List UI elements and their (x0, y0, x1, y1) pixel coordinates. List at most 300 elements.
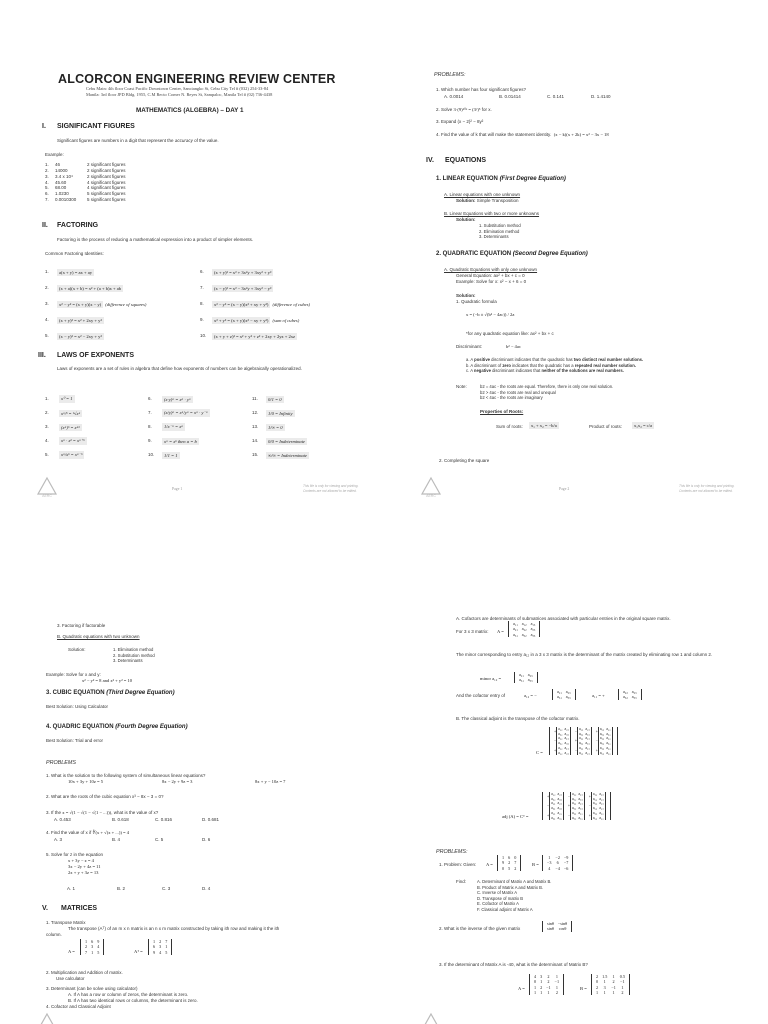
matrix-cell: a₁₂ (558, 745, 563, 750)
section-number: IV. (426, 157, 434, 164)
quadratic-formula-label: 1. Quadratic formula (456, 299, 497, 304)
aerc-logo-icon (420, 1012, 442, 1024)
example-equations: x² − y² = 8 and x² + y² = 10 (82, 678, 133, 683)
exponent-law-row (148, 392, 210, 406)
identity-formula: (x + a)(x + b) = x² + (a + b)x + ab (59, 285, 122, 291)
matrix-cell: a₃₃ (631, 694, 637, 700)
matrix-cell: a₃₁ (572, 806, 577, 811)
cofactor-entry (594, 736, 615, 745)
matrix-cell: 0 (596, 979, 599, 985)
matrix-cell: 9 (153, 949, 156, 955)
page-number: Page 2 (559, 487, 570, 491)
cofactor-matrix-c-label: C = (536, 750, 543, 755)
matrix-cell: 4 (548, 865, 551, 871)
cofactor-matrix-c-grid (549, 727, 618, 755)
law-formula: 0/0 = Indeterminate (268, 438, 306, 444)
matrix-label-a: A = (486, 862, 493, 867)
problem-1: 1. What is the solution to the following system of simultaneous linear equations? (46, 773, 206, 778)
problem-3: 3. Expand (x − 2)² − 8y² (436, 119, 484, 124)
cofactor-sign: − (588, 804, 591, 809)
problem-1-matrix-a-grid (497, 855, 521, 871)
problem-2: 2. Solve 3·(9)¹⁰ˣ = (3ʸ)⁵ for x. (436, 107, 492, 112)
matrix-cell: −3 (547, 860, 552, 866)
address-manila: Manila: 3rd floor JPD Bldg. 1955, C.M Recto Corner N. Reyes St, Sampaloc, Manila Tel # (02) 736-4438 (86, 92, 273, 97)
problem-5-choice-c: C. 3 (162, 886, 171, 891)
matrix-cell: 2 (547, 974, 550, 979)
cofactor-entry (573, 746, 594, 755)
identity-row (200, 264, 310, 280)
matrix-cell: a₃₃ (578, 806, 583, 811)
matrix-cell: a₂₁ (557, 689, 562, 694)
identity-formula: (x + y)³ = x³ + 3x²y + 3xy² + y³ (214, 269, 272, 275)
problem-2-matrix (542, 921, 572, 932)
notes-list: b2 = 4ac - the roots are equal. Therefore, there is only one real solution. b2 > 4ac - the roots are real and unequal b2 < 4ac - the roots are imaginary (480, 384, 614, 401)
matrix-cell: 2 (514, 865, 517, 871)
exponent-law-row (45, 448, 87, 462)
note-label: Note: (456, 384, 467, 389)
matrix-cell: 1 (555, 974, 558, 979)
example-significant-figures: 2 significant figures (87, 162, 126, 167)
matrix-a (80, 939, 104, 955)
minor-matrix-grid (514, 672, 538, 683)
matrix-cell: a₃₂ (521, 631, 527, 637)
matrix-cell: 2 (508, 860, 511, 866)
matrix-cell: a₁₁ (599, 745, 605, 750)
identity-formula: (x + y)² = x² + 2xy + y² (59, 317, 102, 323)
problem-1: 1. Which number has four significant figures? (436, 87, 527, 92)
matrix-cell: a₂₃ (527, 672, 533, 677)
factoring-definition: Factoring is the process of reducing a mathematical expression into a product of simpler elements. (57, 237, 254, 242)
matrix-cell: a₂₁ (551, 801, 556, 806)
matrix-cell: 1 (534, 989, 537, 995)
matrix-cell: a₃₂ (623, 694, 628, 700)
example-number: 1. (45, 162, 49, 167)
law-number: 4. (45, 438, 49, 444)
identity-formula: (x − y)³ = x³ − 3x²y + 3xy² − y³ (214, 285, 272, 291)
aerc-logo-icon (36, 476, 58, 498)
cofactor-entry (573, 727, 594, 736)
matrix-cell: a₁₃ (599, 792, 604, 796)
problem-3-matrix-a (529, 974, 564, 995)
law-number: 14. (252, 438, 259, 444)
solution-label: Solution: (68, 647, 86, 652)
cofactor-sign: − (554, 739, 557, 744)
example-number: 4. (45, 179, 49, 185)
law-number: 6. (148, 396, 152, 402)
matrix-cell: a₁₃ (578, 801, 583, 806)
matrix-cell: a₁₂ (521, 621, 527, 626)
matrix-a-general (508, 621, 540, 637)
law-number: 11. (252, 396, 258, 402)
matrix-cell: a₂₃ (585, 750, 590, 755)
cofactor-entry (587, 811, 608, 820)
example-row (45, 197, 126, 203)
matrix-cell: −sinθ (557, 921, 568, 926)
page-4 (384, 512, 768, 1024)
law-number: 7. (148, 410, 152, 416)
problem-5-choice-d: D. 4 (202, 886, 211, 891)
matrix-cell: a₃₃ (527, 677, 533, 683)
identity-row (200, 280, 310, 296)
example-number: 3. (45, 173, 49, 179)
matrix-cell: a₂₂ (551, 792, 556, 796)
example-value: 68.00 (55, 185, 67, 191)
matrix-cell: a₃₂ (557, 815, 562, 820)
example-number: 2. (45, 167, 49, 173)
cofactor-sign: + (554, 748, 557, 753)
section-number: V. (42, 905, 48, 912)
problem-3-matrix-b (591, 974, 630, 995)
problem-3-choice-a: A. 0.453 (54, 817, 71, 822)
cofactor-definition: A. Cofactors are determinants of submatrices associated with particular entries in the original square matrix. (456, 616, 671, 621)
identity-row (200, 312, 310, 328)
linear-methods: 1. Substitution method 2. Elimination method 3. Determinants (479, 223, 521, 240)
matrix-cell: a₃₂ (551, 796, 556, 801)
problem-1-eq-3: 8x + y − 10z = 7 (255, 779, 286, 784)
factoring-if-factorable: 3. Factoring if factorable (57, 623, 106, 628)
example-value: 1.0230 (55, 191, 69, 197)
adjoint-matrix (542, 792, 611, 820)
matrix-cell: a₁₃ (530, 621, 536, 626)
laws-col-3 (252, 392, 309, 462)
factoring-identities-label: Common Factoring Identities: (45, 251, 104, 256)
matrix-cell: 7 (85, 949, 88, 955)
matrix-cell: a₃₃ (564, 731, 569, 736)
identity-number: 9. (200, 317, 204, 323)
cofactor-entry (545, 811, 566, 820)
cofactor-sign: − (595, 739, 598, 744)
cofactor-entry (545, 801, 566, 810)
matrix-cell: −2 (555, 855, 560, 860)
matrix-cell: 1 (548, 855, 551, 860)
matrix-a-symbol: A = (497, 629, 504, 634)
cofactor-sign: + (595, 748, 598, 753)
exponent-law-row (45, 392, 87, 406)
matrix-cell: 4 (159, 949, 162, 955)
matrix-cell: 0 (502, 865, 505, 871)
problem-3: 3. If the determinant of Matrix A is -40, what is the determinant of Matrix B? (439, 962, 588, 967)
problem-2: 2. What are the roots of the cubic equation x³ − 8x − 3 = 0? (46, 794, 164, 799)
matrix-cell: 2 (540, 984, 543, 990)
cofactor-sign: + (588, 794, 591, 799)
example-number: 6. (45, 191, 49, 197)
product-of-roots-formula: x₁x₂ = c/a (634, 423, 653, 428)
matrix-cell: a₂₃ (564, 727, 569, 731)
identity-row (45, 280, 146, 296)
find-item: C. Inverse of Matrix A (477, 890, 518, 896)
identity-note: (difference of cubes) (272, 301, 311, 307)
exponent-law-row (45, 420, 87, 434)
matrix-cell: 2 (596, 984, 599, 990)
cofactor-entry (552, 746, 573, 755)
matrix-cell: sinθ (547, 921, 554, 926)
section-title-equations: EQUATIONS (445, 157, 487, 164)
quadratic-general-equation: General Equation: ax² + bx + c = 0 (456, 273, 525, 278)
disclaimer-line-2: Contents are not allowed to be edited. (303, 489, 357, 493)
problem-4-choice-d: D. 6 (202, 837, 211, 842)
matrix-a-general-grid (508, 621, 540, 637)
matrix-cell: 1 (534, 984, 537, 990)
matrix-cell: 1 (603, 979, 606, 985)
matrix-cell: a₁₁ (592, 810, 598, 815)
discriminant-rules: a. A positive discriminant indicates that the quadratic has two distinct real number solutions. b. A discriminant of zero indicates that the quadratic has a repeated real number solution. c. A negative discriminant indicates that neither of the solutions are real numbers. (466, 357, 644, 374)
matrix-cell: a₃₃ (565, 694, 571, 700)
matrix-cell: 1.5 (602, 974, 608, 979)
problem-3-matrix-b-grid (591, 974, 630, 995)
matrix-a-transpose-grid (148, 939, 172, 955)
matrix-cell: a₂₂ (606, 727, 611, 731)
transpose-matrix-title: 1. Transpose Matrix (46, 920, 86, 925)
matrix-cell: a₃₂ (578, 815, 583, 820)
problem-3-choice-b: B. 0.618 (112, 817, 129, 822)
matrix-cell: 1 (555, 984, 558, 990)
matrix-cell: a₂₁ (519, 672, 524, 677)
identity-note: (sum of cubes) (272, 317, 300, 323)
problem-5-equations: x + 3y − z = 4 3x − 2y + 4z = 11 2x + y + 3z = 13 (68, 858, 101, 875)
example-significant-figures: 2 significant figures (87, 173, 126, 179)
matrix-cell: a₃₁ (519, 677, 524, 683)
exponent-law-row (252, 420, 309, 434)
matrix-cell: 1 (612, 974, 615, 979)
section-title-matrices: MATRICES (61, 905, 98, 912)
disclaimer-line-1: This file is only for viewing and printing. (303, 484, 359, 488)
matrix-cell: 9 (97, 939, 100, 944)
problem-2: 2. What is the inverse of the given matrix (439, 926, 521, 931)
section-title-factoring: FACTORING (57, 222, 99, 229)
matrix-cell: 1 (85, 939, 88, 944)
example-value: 3.4 x 10⁴ (55, 173, 73, 179)
determinant-title: 3. Determinant (can be solve using calculator) (46, 986, 138, 991)
exponent-law-row (148, 448, 210, 462)
quartic-solution: Best Solution: Trial and error (46, 738, 104, 743)
identity-number: 4. (45, 317, 49, 323)
matrix-cell: 2 (159, 939, 162, 944)
exponent-law-row (252, 406, 309, 420)
law-number: 10. (148, 452, 155, 458)
matrix-cell: a₂₁ (592, 815, 598, 820)
adjoint-matrix-grid (542, 792, 611, 820)
identities-left (45, 264, 146, 344)
matrix-cell: a₂₂ (599, 815, 604, 820)
find-item: F. Classical adjoint of Matrix A (477, 906, 533, 912)
matrix-cell: a₃₂ (558, 731, 563, 736)
problem-2-matrix-grid (542, 921, 572, 932)
transpose-definition-cont: column. (46, 932, 62, 937)
transpose-definition: The transpose (Aᵀ) of an m x n matrix is an n x m matrix constructed by taking ith row and making it the ith (68, 926, 280, 931)
identity-row (45, 296, 146, 312)
matrix-cell: −7 (563, 860, 569, 866)
problem-1-matrix-b-grid (542, 855, 573, 871)
identity-number: 2. (45, 285, 49, 291)
matrix-cell: cosθ (558, 926, 567, 932)
address-cebu: Cebu Main: 4th floor Coast Pacific Downtown Center, Sanciangko St, Cebu City Tel # (032) 254-33-84 (86, 86, 269, 91)
discriminant-label: Discriminant: (456, 344, 483, 349)
matrix-cell: a₁₃ (599, 801, 604, 806)
matrix-cell: a₂₂ (558, 750, 563, 755)
matrix-cell: a₃₂ (572, 796, 577, 801)
matrix-cell: a₂₃ (631, 689, 637, 694)
laws-col-1 (45, 392, 87, 462)
example-value: 14000 (55, 167, 68, 173)
cofactor-sign: + (588, 813, 591, 818)
section-number: II. (42, 222, 48, 229)
quadratic-equation-title: 2. QUADRATIC EQUATION (Second Degree Equation) (436, 251, 588, 257)
problem-1-eq-2: 8x − 2y + 9z = 3 (162, 779, 193, 784)
matrix-cell: a₃₁ (557, 694, 562, 700)
matrix-cell: 4 (97, 944, 100, 950)
matrix-cell: a₃₁ (599, 741, 605, 746)
matrix-cell: a₃₁ (599, 731, 605, 736)
matrix-cell: a₁₁ (592, 801, 598, 806)
law-formula: (x/y)ᵃ = xᵃ/yᵃ = xᵃ · y⁻ᵃ (164, 410, 208, 415)
matrix-cell: a₁₁ (572, 801, 577, 806)
identity-row (200, 296, 310, 312)
matrix-cell: 5 (508, 865, 511, 871)
matrix-cell: 2 (555, 989, 558, 995)
matrix-cell: a₂₃ (530, 626, 536, 632)
matrix-cell: a₃₃ (585, 731, 590, 736)
problem-5-choice-b: B. 2 (117, 886, 126, 891)
law-formula: 1/x⁻ᵃ = xᵃ (164, 424, 184, 429)
disclaimer-line-2: Contents are not allowed to be edited. (679, 489, 733, 493)
matrix-cell: a₂₃ (557, 801, 562, 806)
matrix-cell: a₁₃ (564, 736, 569, 741)
problem-4-choice-b: B. 4 (112, 837, 121, 842)
law-number: 2. (45, 410, 49, 416)
identity-row (45, 328, 146, 344)
matrix-cell: 1 (502, 855, 505, 860)
law-formula: ∞/∞ = Indeterminate (268, 452, 307, 458)
cofactor-sign: + (595, 729, 598, 734)
matrix-cell: 1 (165, 944, 168, 950)
matrix-cell: a₃₁ (572, 815, 577, 820)
problem-4-choice-a: A. 3 (54, 837, 63, 842)
cofactor-sign: + (574, 739, 577, 744)
matrix-cell: a₂₁ (599, 727, 605, 731)
matrix-cell: a₃₂ (558, 741, 563, 746)
section-subtitle: MATHEMATICS (ALGEBRA) – DAY 1 (136, 107, 244, 114)
matrix-cell: 6 (508, 855, 511, 860)
matrix-cell: 0 (514, 855, 517, 860)
cofactor-entry (594, 746, 615, 755)
find-items (477, 879, 551, 912)
problems-heading: PROBLEMS: (434, 72, 466, 78)
matrix-cell: a₃₃ (578, 796, 583, 801)
matrix-cell: 6 (556, 860, 559, 866)
matrix-cell: 1 (547, 989, 550, 995)
problem-1-matrix-b (542, 855, 573, 871)
cofactor-entry (545, 792, 566, 801)
cofactor-entry (587, 801, 608, 810)
matrix-cell: a₁₂ (572, 792, 577, 796)
matrix-cell: a₃₂ (606, 741, 611, 746)
cofactor-sign: − (567, 794, 570, 799)
law-number: 3. (45, 424, 49, 430)
adjoint-label: adj (A) = Cᵀ = (502, 814, 529, 819)
matrix-cell: a₁₁ (572, 810, 577, 815)
example-significant-figures: 4 significant figures (87, 179, 126, 185)
section-title-significant-figures: SIGNIFICANT FIGURES (57, 123, 135, 130)
cofactor-sign: + (547, 813, 550, 818)
linear-two-solution: Solution: (456, 217, 476, 222)
page-number: Page 1 (172, 487, 183, 491)
identity-number: 7. (200, 285, 204, 291)
problem-3-matrix-a-grid (529, 974, 564, 995)
law-formula: x⁰ = 1 (61, 396, 73, 401)
identity-formula: x³ − y³ = (x − y)(x² + xy + y²) (214, 301, 269, 307)
quadratic-example: Example: Solve for x: x² − x + 6 = 0 (456, 279, 527, 284)
matrix-cell: 7 (165, 939, 168, 944)
identity-formula: (x − y)² = x² − 2xy + y² (59, 333, 102, 339)
matrix-cell: 5 (165, 949, 168, 955)
quartic-equation-title: 4. QUADRIC EQUATION (Fourth Degree Equation) (46, 724, 188, 730)
section-number: I. (42, 123, 46, 130)
find-item: B. Product of Matrix A and Matrix B. (477, 884, 544, 890)
section-number: III. (38, 352, 46, 359)
cofactor-matrix-1-grid (552, 689, 576, 700)
matrix-cell: a₂₂ (558, 727, 563, 731)
cofactor-sign: − (574, 748, 577, 753)
matrix-cell: a₃₁ (551, 815, 556, 820)
problems-heading: PROBLEMS: (436, 849, 468, 855)
problem-1-matrix-a (497, 855, 521, 871)
exponent-law-row (45, 434, 87, 448)
linear-one-unknown: A. Linear equations with one unknown (444, 192, 521, 197)
matrix-cell: a₁₁ (579, 736, 584, 741)
problem-5-choice-a: A. 1 (67, 886, 76, 891)
identity-formula: a(x + y) = ax + ay (59, 269, 93, 275)
cofactor-sign: + (567, 804, 570, 809)
significant-figures-definition: Significant figures are numbers in a digit that represent the accuracy of the value. (57, 138, 219, 143)
problems-heading: PROBLEMS (46, 760, 76, 766)
matrix-cell: 3 (91, 944, 94, 950)
quadratic-one-unknown: A. Quadratic Equations with only one unknown (444, 267, 538, 272)
cofactor-entry (587, 792, 608, 801)
law-formula: xᵃ · xᵇ = xᵃ⁺ᵇ (61, 438, 85, 443)
matrix-cell: a₁₂ (606, 745, 611, 750)
sum-of-roots-label: Sum of roots: (496, 424, 523, 429)
matrix-a-transpose (148, 939, 172, 955)
matrix-label-b: B = (532, 862, 539, 867)
problem-4: 4. Find the value of k that will make the statement identity. (x − k)(x + 2k) = x² − 3x − 18 (436, 132, 609, 137)
page-title: ALCORCON ENGINEERING REVIEW CENTER (58, 72, 336, 86)
problem-4: 4. Find the value of x if ∜(x + √(x + ...)) = 4 (46, 830, 130, 835)
matrix-cell: 1 (603, 989, 606, 995)
page-1 (0, 0, 384, 512)
matrix-cell: sinθ (547, 926, 554, 932)
solution-methods: 1. Elimination method 2. Substitution method 3. Determinants (113, 647, 155, 664)
matrix-cell: 7 (514, 860, 517, 866)
identity-number: 10. (200, 333, 207, 339)
matrix-cell: 1 (540, 989, 543, 995)
matrix-cell: 6 (91, 939, 94, 944)
svg-text:AERC: AERC (42, 494, 52, 498)
matrix-cell: a₃₁ (513, 631, 518, 637)
law-number: 8. (148, 424, 152, 430)
law-formula: 0/1 = 0 (268, 396, 282, 402)
problem-1-eq-1: 10x + 3y + 10z = 5 (68, 779, 104, 784)
exponent-law-row (148, 406, 210, 420)
cubic-equation-title: 3. CUBIC EQUATION (Third Degree Equation) (46, 690, 175, 696)
multiplication-title: 2. Multiplication and Addition of matrix. (46, 970, 123, 975)
determinant-rule-a: A. If A has a row or column of zeros, the determinant is zero. (68, 992, 189, 997)
linear-one-solution: Solution: Simple Transposition (456, 198, 519, 203)
matrix-cell: a₁₂ (599, 810, 604, 815)
matrix-cell: a₃₁ (551, 806, 556, 811)
cofactor-matrix-1 (552, 689, 576, 700)
matrix-cell: a₃₃ (557, 796, 562, 801)
linear-two-unknowns: B. Linear Equations with two or more unknowns (444, 211, 540, 216)
